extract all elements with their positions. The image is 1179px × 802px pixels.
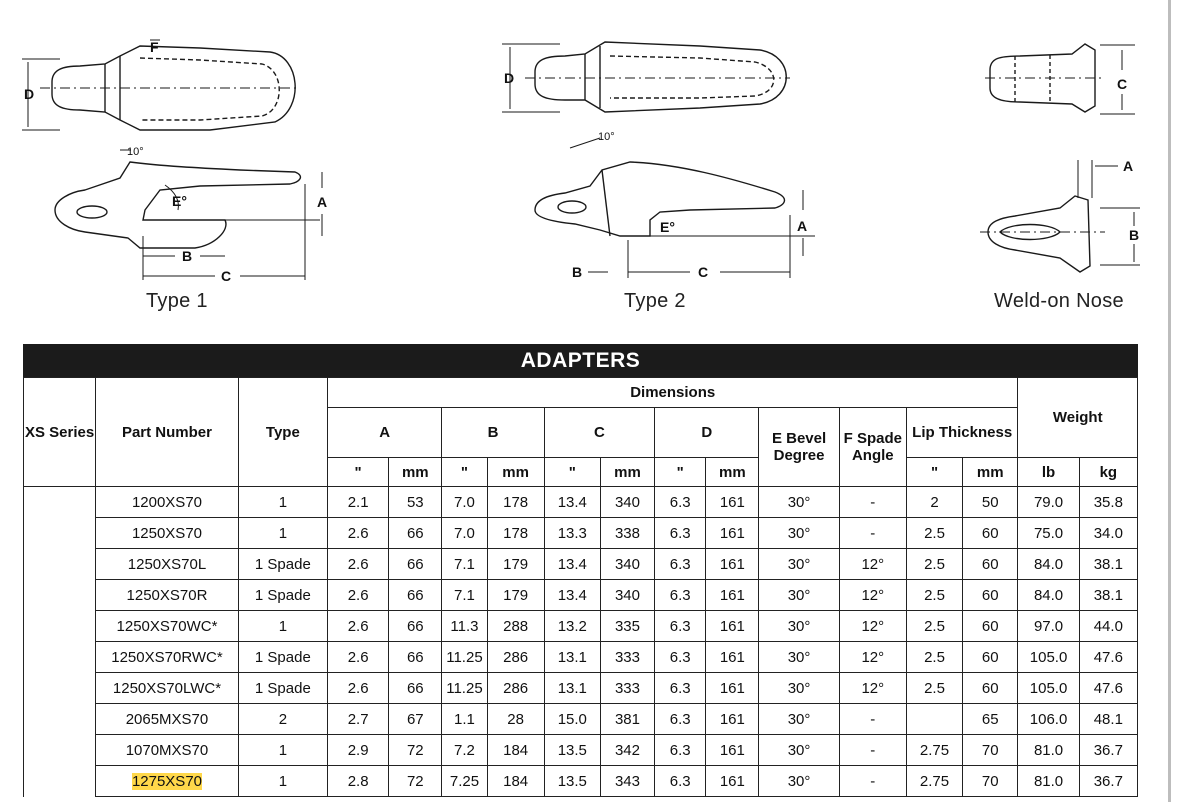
cell-b-in: 11.25 <box>442 673 487 704</box>
cell-lip-in: 2.75 <box>906 766 962 797</box>
cell-type: 1 Spade <box>238 549 327 580</box>
cell-e-bevel: 30° <box>759 642 839 673</box>
cell-d-in: 6.3 <box>655 766 706 797</box>
cell-a-in: 2.9 <box>328 735 389 766</box>
cell-lip-in: 2.5 <box>906 611 962 642</box>
dim-label-angle: 10° <box>127 146 144 158</box>
cell-part-number: 1250XS70RWC* <box>96 642 238 673</box>
cell-d-mm: 161 <box>706 766 759 797</box>
cell-type: 1 Spade <box>238 642 327 673</box>
cell-a-mm: 72 <box>389 766 442 797</box>
table-row <box>24 642 1138 673</box>
cell-weight-kg: 48.1 <box>1079 704 1137 735</box>
highlighted-part-number: 1275XS70 <box>131 772 203 790</box>
cell-a-in: 2.6 <box>328 549 389 580</box>
cell-b-in: 7.0 <box>442 518 487 549</box>
cell-a-in: 2.6 <box>328 642 389 673</box>
cell-d-mm: 161 <box>706 642 759 673</box>
dim-label-e: E° <box>660 219 675 235</box>
cell-weight-kg: 44.0 <box>1079 611 1137 642</box>
header-b: B <box>442 408 544 458</box>
cell-weight-lb: 81.0 <box>1018 735 1079 766</box>
cell-weight-lb: 75.0 <box>1018 518 1079 549</box>
type2-caption: Type 2 <box>624 290 686 312</box>
cell-lip-mm: 70 <box>963 735 1018 766</box>
cell-lip-in <box>906 704 962 735</box>
adapters-table-section <box>23 344 1138 797</box>
cell-b-mm: 179 <box>487 580 544 611</box>
table-body <box>24 487 1138 797</box>
cell-weight-kg: 36.7 <box>1079 735 1137 766</box>
cell-b-mm: 178 <box>487 487 544 518</box>
table-row <box>24 611 1138 642</box>
cell-d-mm: 161 <box>706 487 759 518</box>
cell-f-spade: 12° <box>839 611 906 642</box>
cell-a-in: 2.7 <box>328 704 389 735</box>
page-edge-rule <box>1168 0 1171 802</box>
cell-lip-mm: 60 <box>963 549 1018 580</box>
cell-c-mm: 343 <box>600 766 654 797</box>
header-kg: kg <box>1079 458 1137 487</box>
header-lip-mm: mm <box>963 458 1018 487</box>
cell-d-mm: 161 <box>706 735 759 766</box>
cell-b-mm: 286 <box>487 673 544 704</box>
cell-d-in: 6.3 <box>655 549 706 580</box>
cell-lip-mm: 60 <box>963 518 1018 549</box>
cell-e-bevel: 30° <box>759 611 839 642</box>
cell-f-spade: - <box>839 704 906 735</box>
cell-weight-kg: 36.7 <box>1079 766 1137 797</box>
header-e-bevel: E Bevel Degree <box>759 408 839 487</box>
cell-weight-kg: 47.6 <box>1079 642 1137 673</box>
nose-side-view <box>980 160 1140 272</box>
table-row <box>24 704 1138 735</box>
cell-e-bevel: 30° <box>759 487 839 518</box>
cell-b-mm: 288 <box>487 611 544 642</box>
dim-label-angle: 10° <box>598 131 615 143</box>
type1-top-view <box>22 40 300 130</box>
header-dimensions: Dimensions <box>328 378 1018 408</box>
cell-lip-in: 2.5 <box>906 518 962 549</box>
cell-f-spade: - <box>839 735 906 766</box>
header-a: A <box>328 408 442 458</box>
cell-a-in: 2.8 <box>328 766 389 797</box>
cell-e-bevel: 30° <box>759 580 839 611</box>
dim-label-a: A <box>1123 158 1134 174</box>
cell-c-in: 13.5 <box>544 735 600 766</box>
header-c-mm: mm <box>600 458 654 487</box>
cell-a-mm: 66 <box>389 611 442 642</box>
header-d-in: " <box>655 458 706 487</box>
cell-b-in: 7.1 <box>442 580 487 611</box>
cell-d-in: 6.3 <box>655 487 706 518</box>
header-type: Type <box>238 378 327 487</box>
cell-e-bevel: 30° <box>759 735 839 766</box>
dim-label-b: B <box>182 248 193 264</box>
cell-f-spade: - <box>839 766 906 797</box>
dim-label-b: B <box>1129 227 1140 243</box>
cell-lip-in: 2.5 <box>906 580 962 611</box>
cell-d-mm: 161 <box>706 673 759 704</box>
table-row <box>24 518 1138 549</box>
cell-c-mm: 342 <box>600 735 654 766</box>
cell-weight-kg: 38.1 <box>1079 580 1137 611</box>
cell-d-mm: 161 <box>706 518 759 549</box>
cell-a-mm: 66 <box>389 549 442 580</box>
cell-weight-kg: 35.8 <box>1079 487 1137 518</box>
cell-e-bevel: 30° <box>759 518 839 549</box>
cell-type: 1 Spade <box>238 673 327 704</box>
cell-lip-mm: 60 <box>963 611 1018 642</box>
cell-weight-lb: 106.0 <box>1018 704 1079 735</box>
cell-c-mm: 340 <box>600 580 654 611</box>
cell-weight-kg: 38.1 <box>1079 549 1137 580</box>
cell-a-in: 2.6 <box>328 518 389 549</box>
cell-lip-mm: 60 <box>963 673 1018 704</box>
cell-d-in: 6.3 <box>655 642 706 673</box>
cell-type: 1 <box>238 735 327 766</box>
header-b-in: " <box>442 458 487 487</box>
cell-a-in: 2.6 <box>328 580 389 611</box>
nose-top-view <box>985 44 1135 114</box>
cell-e-bevel: 30° <box>759 704 839 735</box>
cell-c-mm: 338 <box>600 518 654 549</box>
cell-c-in: 13.3 <box>544 518 600 549</box>
cell-lip-mm: 65 <box>963 704 1018 735</box>
cell-part-number: 2065MXS70 <box>96 704 238 735</box>
cell-a-mm: 66 <box>389 642 442 673</box>
cell-weight-lb: 84.0 <box>1018 580 1079 611</box>
cell-f-spade: - <box>839 518 906 549</box>
cell-c-in: 13.1 <box>544 673 600 704</box>
cell-f-spade: 12° <box>839 642 906 673</box>
cell-b-in: 11.25 <box>442 642 487 673</box>
header-lb: lb <box>1018 458 1079 487</box>
dim-label-b: B <box>572 264 583 280</box>
cell-b-mm: 179 <box>487 549 544 580</box>
cell-c-mm: 381 <box>600 704 654 735</box>
dim-label-a: A <box>797 218 808 234</box>
cell-type: 2 <box>238 704 327 735</box>
cell-weight-kg: 34.0 <box>1079 518 1137 549</box>
cell-b-mm: 28 <box>487 704 544 735</box>
cell-d-in: 6.3 <box>655 704 706 735</box>
dim-label-f: F <box>150 39 159 55</box>
cell-c-mm: 333 <box>600 642 654 673</box>
cell-b-in: 7.2 <box>442 735 487 766</box>
dim-label-d: D <box>504 70 515 86</box>
cell-part-number: 1250XS70WC* <box>96 611 238 642</box>
cell-c-in: 13.1 <box>544 642 600 673</box>
table-row <box>24 487 1138 518</box>
cell-d-in: 6.3 <box>655 673 706 704</box>
cell-weight-kg: 47.6 <box>1079 673 1137 704</box>
cell-d-in: 6.3 <box>655 611 706 642</box>
cell-lip-mm: 70 <box>963 766 1018 797</box>
cell-weight-lb: 97.0 <box>1018 611 1079 642</box>
cell-d-mm: 161 <box>706 549 759 580</box>
table-row <box>24 549 1138 580</box>
dim-label-a: A <box>317 194 328 210</box>
cell-lip-in: 2.5 <box>906 549 962 580</box>
weld-on-nose-caption: Weld-on Nose <box>994 290 1124 312</box>
cell-a-mm: 66 <box>389 673 442 704</box>
header-d: D <box>655 408 759 458</box>
cell-type: 1 <box>238 611 327 642</box>
dim-label-d: D <box>24 86 35 102</box>
adapters-table <box>23 377 1138 797</box>
cell-b-in: 7.0 <box>442 487 487 518</box>
cell-lip-in: 2.75 <box>906 735 962 766</box>
header-b-mm: mm <box>487 458 544 487</box>
cell-lip-in: 2 <box>906 487 962 518</box>
header-c: C <box>544 408 654 458</box>
cell-a-mm: 67 <box>389 704 442 735</box>
header-weight: Weight <box>1018 378 1138 458</box>
cell-lip-mm: 60 <box>963 642 1018 673</box>
cell-c-in: 13.4 <box>544 487 600 518</box>
table-row <box>24 673 1138 704</box>
dim-label-e: E° <box>172 193 187 209</box>
cell-c-in: 15.0 <box>544 704 600 735</box>
dim-label-c: C <box>221 268 232 284</box>
cell-a-mm: 66 <box>389 580 442 611</box>
cell-c-mm: 333 <box>600 673 654 704</box>
header-part-number: Part Number <box>96 378 238 487</box>
header-f-spade: F Spade Angle <box>839 408 906 487</box>
cell-d-mm: 161 <box>706 611 759 642</box>
cell-weight-lb: 84.0 <box>1018 549 1079 580</box>
cell-lip-mm: 60 <box>963 580 1018 611</box>
cell-type: 1 Spade <box>238 580 327 611</box>
header-d-mm: mm <box>706 458 759 487</box>
cell-f-spade: 12° <box>839 549 906 580</box>
cell-b-mm: 184 <box>487 735 544 766</box>
cell-c-in: 13.2 <box>544 611 600 642</box>
cell-part-number: 1250XS70L <box>96 549 238 580</box>
cell-part-number: 1250XS70R <box>96 580 238 611</box>
cell-c-in: 13.4 <box>544 549 600 580</box>
dim-label-c: C <box>698 264 709 280</box>
header-lip-thickness: Lip Thickness <box>906 408 1018 458</box>
series-cell <box>24 487 96 797</box>
type1-caption: Type 1 <box>146 290 208 312</box>
cell-type: 1 <box>238 766 327 797</box>
technical-drawings <box>0 0 1160 330</box>
cell-c-mm: 340 <box>600 549 654 580</box>
cell-b-in: 11.3 <box>442 611 487 642</box>
cell-d-in: 6.3 <box>655 580 706 611</box>
cell-b-mm: 178 <box>487 518 544 549</box>
type2-top-view <box>502 42 790 112</box>
cell-f-spade: 12° <box>839 673 906 704</box>
cell-a-in: 2.6 <box>328 611 389 642</box>
cell-d-mm: 161 <box>706 580 759 611</box>
cell-part-number: 1250XS70 <box>96 518 238 549</box>
header-a-mm: mm <box>389 458 442 487</box>
cell-c-mm: 335 <box>600 611 654 642</box>
cell-weight-lb: 81.0 <box>1018 766 1079 797</box>
cell-a-in: 2.6 <box>328 673 389 704</box>
cell-f-spade: - <box>839 487 906 518</box>
cell-e-bevel: 30° <box>759 673 839 704</box>
cell-a-mm: 72 <box>389 735 442 766</box>
cell-c-in: 13.5 <box>544 766 600 797</box>
cell-a-mm: 53 <box>389 487 442 518</box>
cell-c-in: 13.4 <box>544 580 600 611</box>
cell-weight-lb: 79.0 <box>1018 487 1079 518</box>
cell-f-spade: 12° <box>839 580 906 611</box>
cell-d-mm: 161 <box>706 704 759 735</box>
cell-b-in: 7.1 <box>442 549 487 580</box>
cell-b-in: 1.1 <box>442 704 487 735</box>
header-lip-in: " <box>906 458 962 487</box>
dim-label-c: C <box>1117 76 1128 92</box>
cell-e-bevel: 30° <box>759 549 839 580</box>
table-row <box>24 766 1138 797</box>
cell-d-in: 6.3 <box>655 518 706 549</box>
table-row <box>24 735 1138 766</box>
table-row <box>24 580 1138 611</box>
cell-type: 1 <box>238 518 327 549</box>
header-a-in: " <box>328 458 389 487</box>
type2-side-view <box>535 138 815 278</box>
cell-c-mm: 340 <box>600 487 654 518</box>
cell-lip-mm: 50 <box>963 487 1018 518</box>
cell-b-in: 7.25 <box>442 766 487 797</box>
cell-part-number <box>96 766 238 797</box>
cell-part-number: 1070MXS70 <box>96 735 238 766</box>
cell-a-in: 2.1 <box>328 487 389 518</box>
cell-a-mm: 66 <box>389 518 442 549</box>
table-title: ADAPTERS <box>23 344 1138 377</box>
cell-weight-lb: 105.0 <box>1018 642 1079 673</box>
header-c-in: " <box>544 458 600 487</box>
cell-lip-in: 2.5 <box>906 642 962 673</box>
cell-type: 1 <box>238 487 327 518</box>
cell-weight-lb: 105.0 <box>1018 673 1079 704</box>
cell-lip-in: 2.5 <box>906 673 962 704</box>
header-series: XS Series <box>24 378 96 487</box>
cell-part-number: 1250XS70LWC* <box>96 673 238 704</box>
cell-d-in: 6.3 <box>655 735 706 766</box>
cell-e-bevel: 30° <box>759 766 839 797</box>
cell-b-mm: 286 <box>487 642 544 673</box>
cell-part-number: 1200XS70 <box>96 487 238 518</box>
cell-b-mm: 184 <box>487 766 544 797</box>
